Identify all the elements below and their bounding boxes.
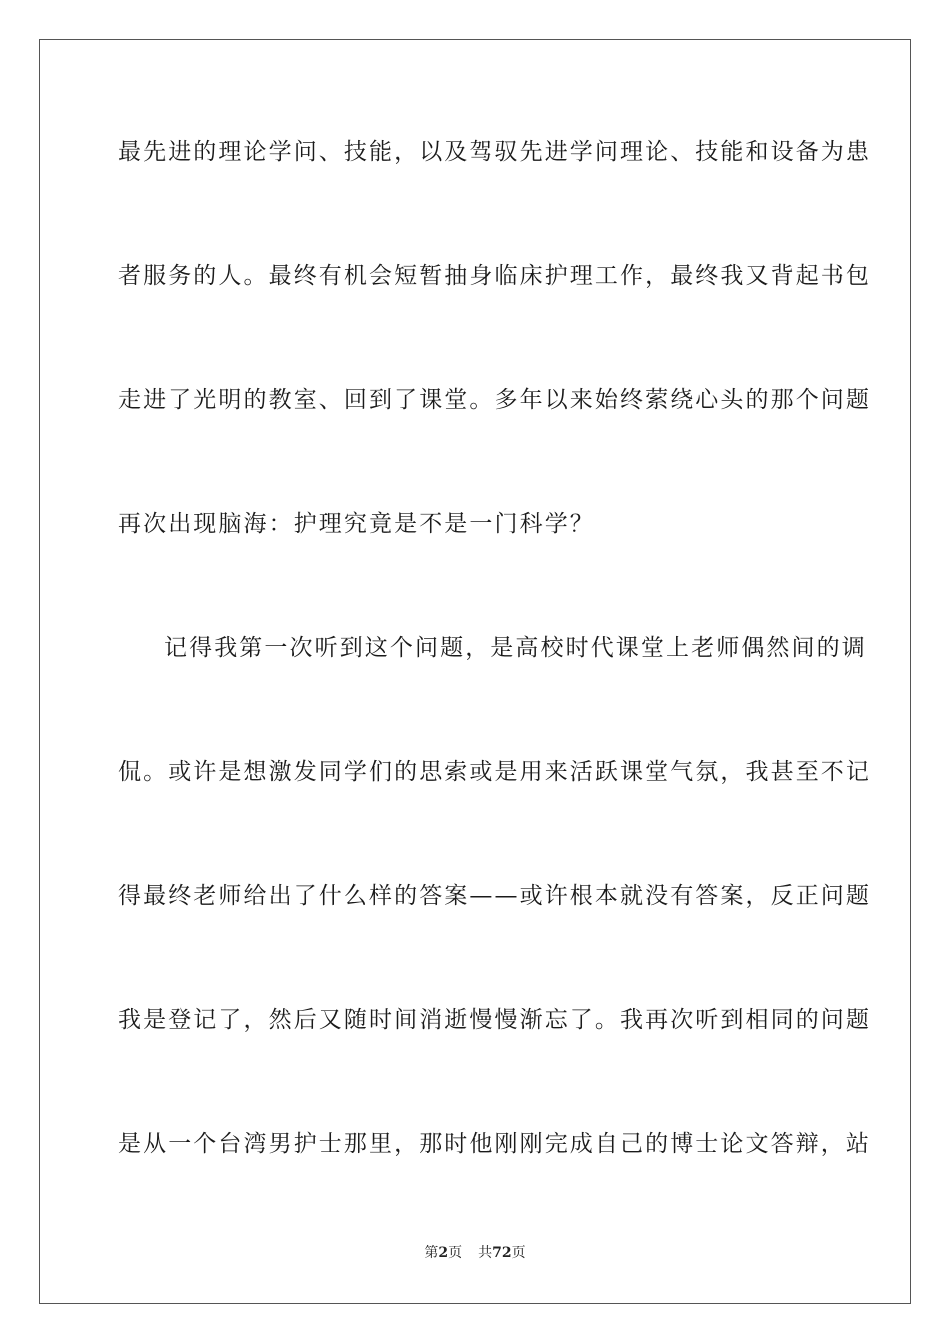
text-line: 得最终老师给出了什么样的答案——或许根本就没有答案，反正问题 [118, 883, 871, 909]
page-current: 2 [438, 1245, 449, 1261]
text-line: 走进了光明的教室、回到了课堂。多年以来始终萦绕心头的那个问题 [118, 387, 871, 413]
page-label-prefix: 第 [424, 1245, 439, 1261]
page-label-suffix: 页 [448, 1245, 463, 1261]
paragraph-first-line: 记得我第一次听到这个问题，是高校时代课堂上老师偶然间的调 [164, 635, 867, 661]
text-line: 者服务的人。最终有机会短暂抽身临床护理工作，最终我又背起书包 [118, 263, 871, 289]
page-total: 72 [492, 1245, 512, 1261]
text-line: 我是登记了，然后又随时间消逝慢慢渐忘了。我再次听到相同的问题 [118, 1007, 871, 1033]
page-border [39, 39, 911, 1304]
total-label-suffix: 页 [511, 1245, 526, 1261]
text-line: 再次出现脑海：护理究竟是不是一门科学？ [118, 511, 595, 537]
text-line: 最先进的理论学问、技能，以及驾驭先进学问理论、技能和设备为患 [118, 139, 871, 165]
text-line: 是从一个台湾男护士那里，那时他刚刚完成自己的博士论文答辩，站 [118, 1131, 871, 1157]
page-footer [0, 1244, 950, 1262]
total-label-prefix: 共 [478, 1245, 493, 1261]
text-line: 侃。或许是想激发同学们的思索或是用来活跃课堂气氛，我甚至不记 [118, 759, 871, 785]
